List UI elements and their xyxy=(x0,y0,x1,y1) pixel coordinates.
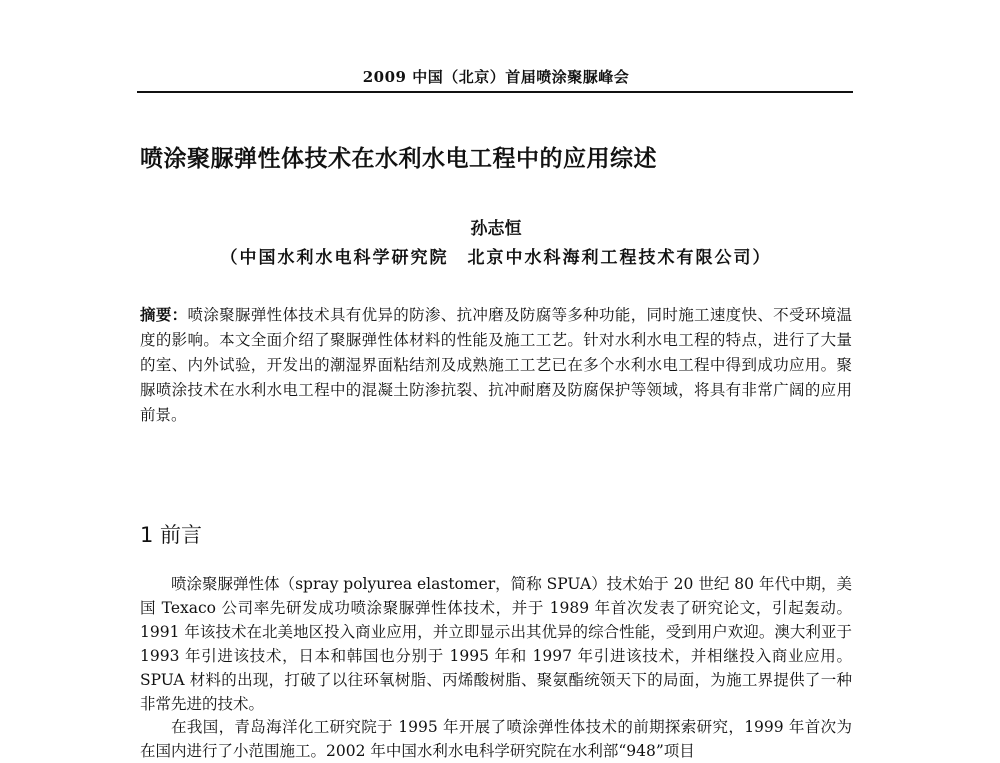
running-header: 2009 中国（北京）首届喷涂聚脲峰会 xyxy=(362,68,630,86)
abstract-text: 喷涂聚脲弹性体技术具有优异的防渗、抗冲磨及防腐等多种功能，同时施工速度快、不受环境温度的影响。本文全面介绍了聚脲弹性体材料的性能及施工工艺。针对水利水电工程的特点，进行了大量的室、内外试验，开发出的潮湿界面粘结剂及成熟施工工艺已在多个水利水电工程中得到成功应用。聚脲喷涂技术在水利水电工程中的混凝土防渗抗裂、抗冲耐磨及防腐保护等领域，将具有非常广阔的应用前景。 xyxy=(140,306,852,424)
body-paragraph: 在我国，青岛海洋化工研究院于 1995 年开展了喷涂弹性体技术的前期探索研究，1999 年首次为在国内进行了小范围施工。2002 年中国水利水电科学研究院在水利部“948”项目 xyxy=(140,718,852,760)
author-affiliation: （中国水利水电科学研究院 北京中水科海利工程技术有限公司） xyxy=(220,248,772,268)
article-title: 喷涂聚脲弹性体技术在水利水电工程中的应用综述 xyxy=(140,146,657,172)
abstract xyxy=(140,302,852,428)
author-name: 孙志恒 xyxy=(470,219,522,239)
section-heading-introduction: 1 前言 xyxy=(140,523,203,547)
header-rule xyxy=(137,91,853,93)
body-paragraph: 喷涂聚脲弹性体（spray polyurea elastomer，简称 SPUA）技术始于 20 世纪 80 年代中期，美国 Texaco 公司率先研发成功喷涂聚脲弹性体技术，并于 1989 年首次发表了研究论文，引起轰动。1991 年该技术在北美地区投入商业应用，并立即显示出其优异的综合性能，受到用户欢迎。澳大利亚于 1993 年引进该技术，日本和韩国也分别于 1995 年和 1997 年引进该技术，并相继投入商业应用。SPUA 材料的出现，打破了以往环氧树脂、丙烯酸树脂、聚氨酯统领天下的局面，为施工界提供了一种非常先进的技术。 xyxy=(140,575,852,713)
abstract-label: 摘要： xyxy=(140,305,188,324)
